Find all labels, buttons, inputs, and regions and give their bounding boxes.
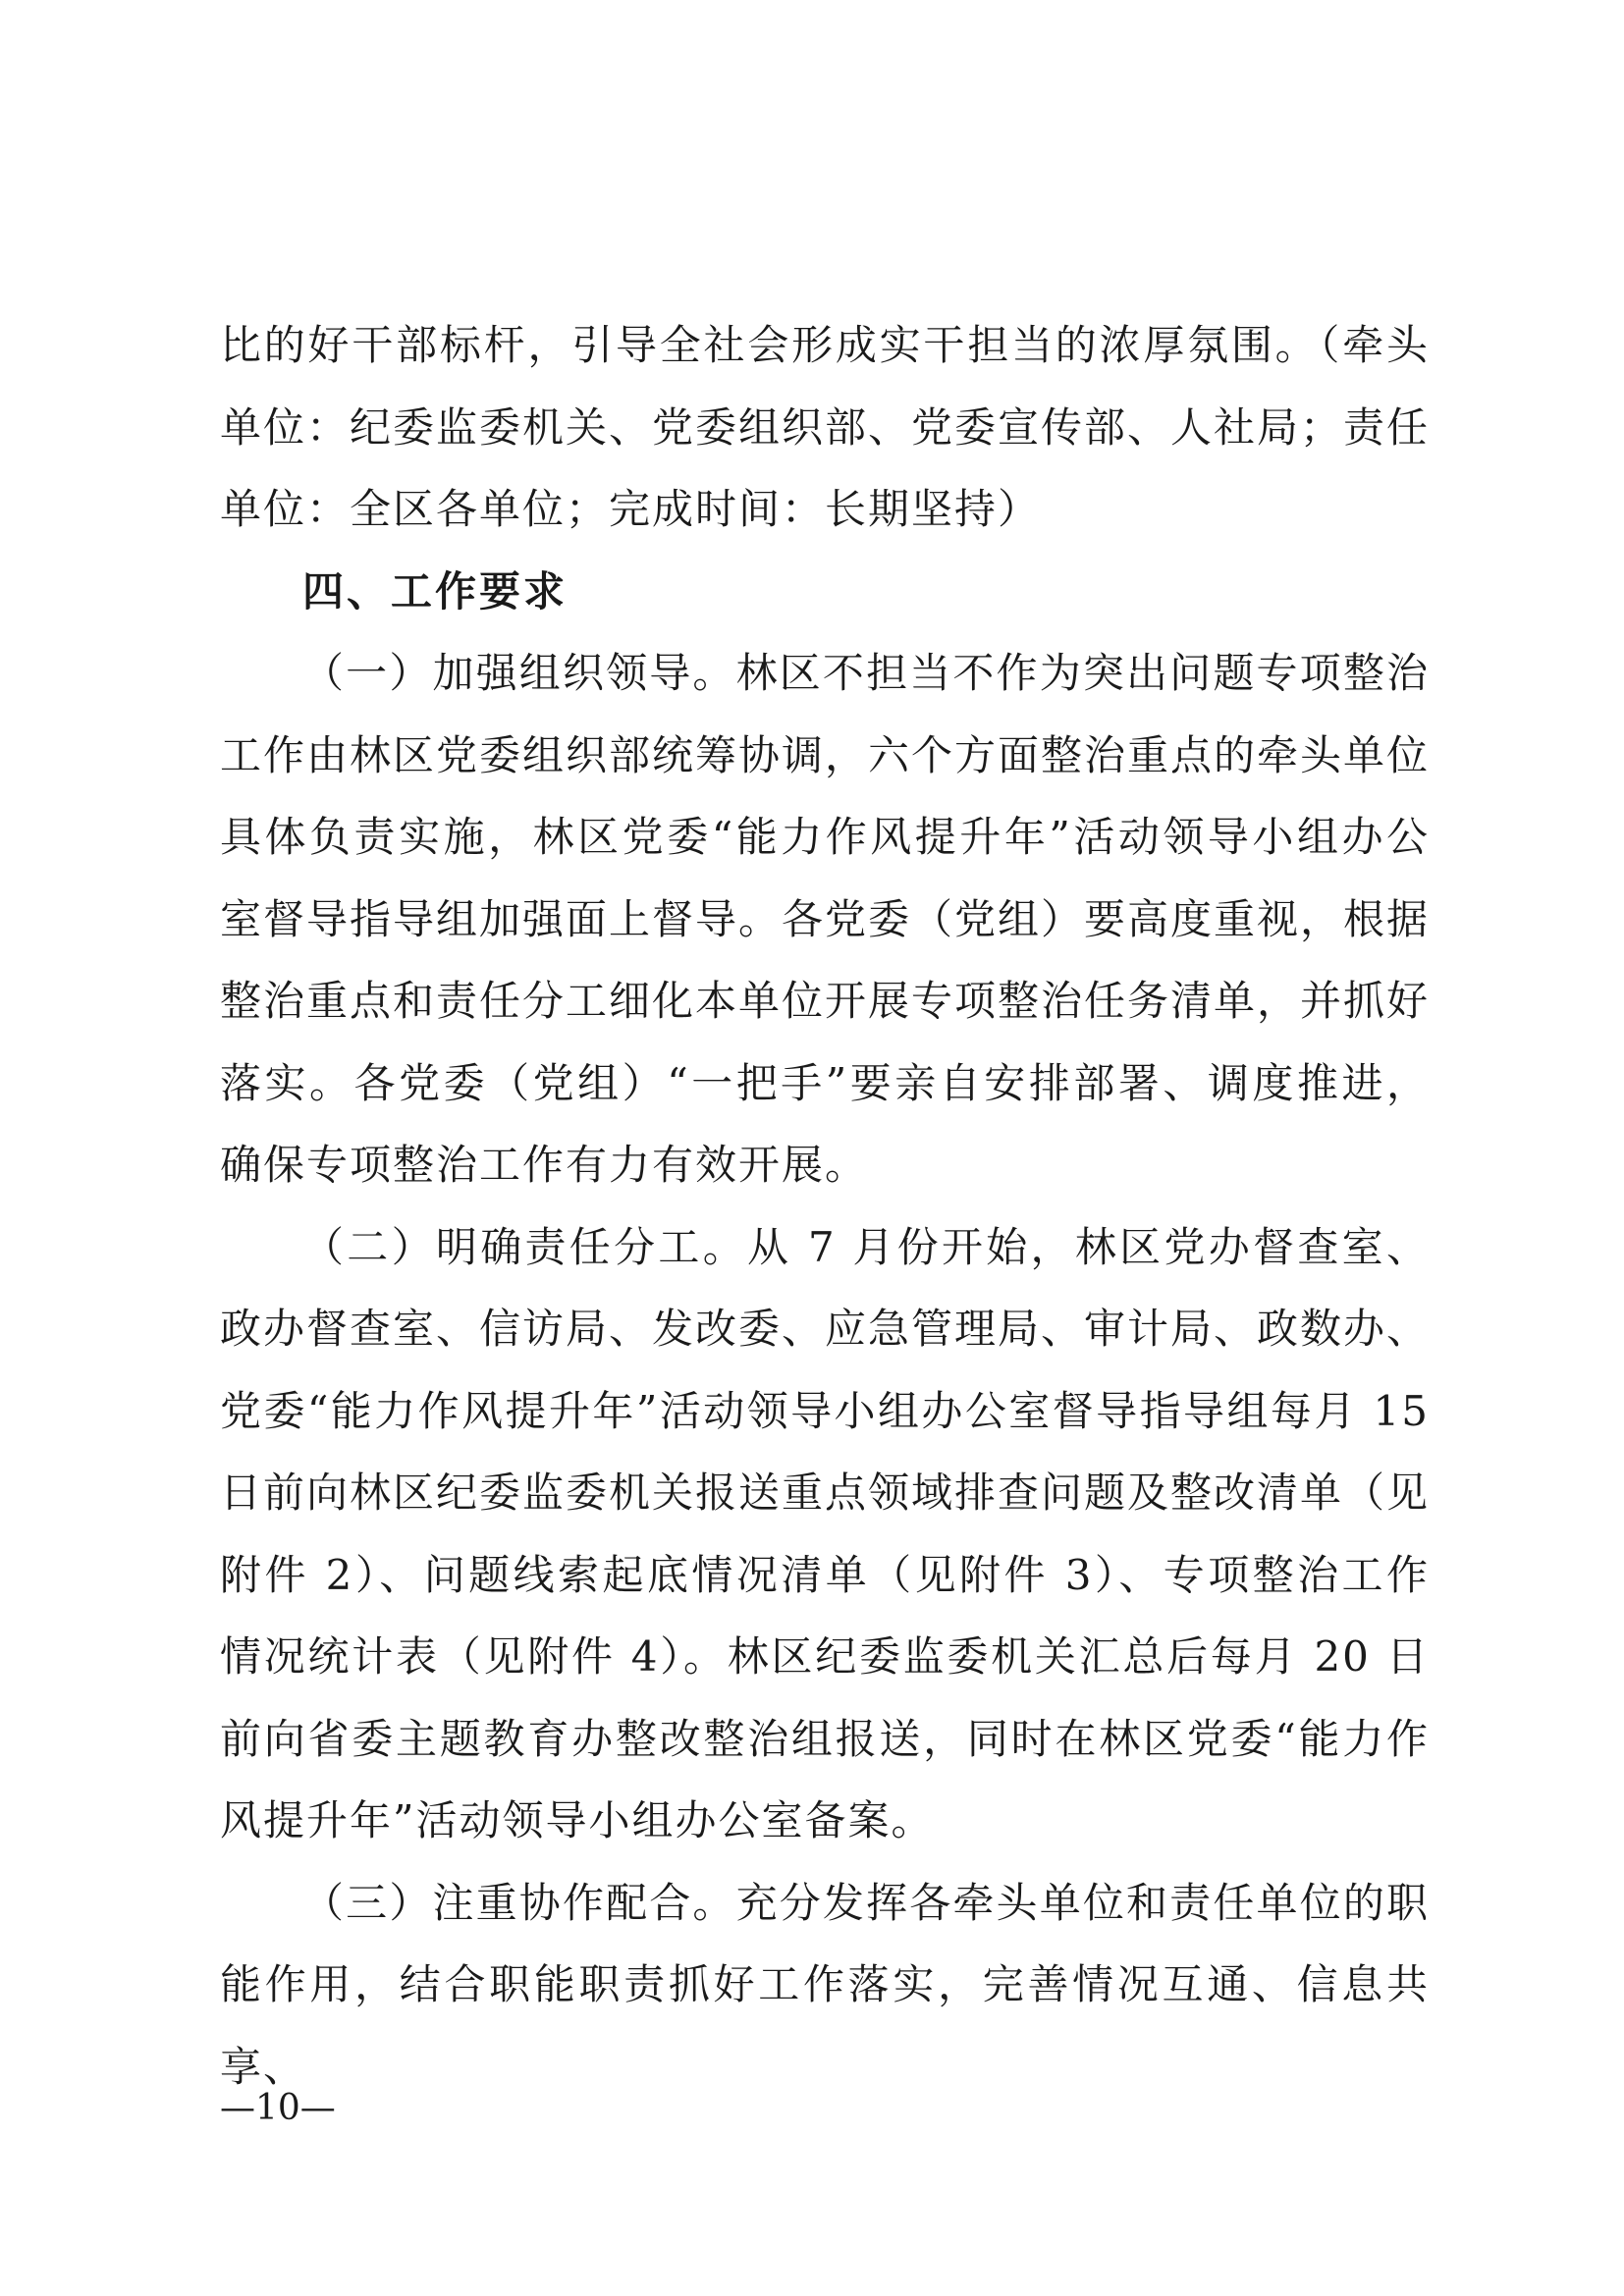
document-body [220,304,1430,2108]
paragraph-3 [220,1862,1430,2109]
paragraph-2 [220,1206,1430,1862]
paragraph-2-text: 明确责任分工。从 7 月份开始，林区党办督查室、政办督查室、信访局、发改委、应急管理局、审计局、政数办、党委“能力作风提升年”活动领导小组办公室督导指导组每月 15 日前向林区纪委监委机关报送重点领域排查问题及整改清单（见附件 2）、问题线索起底情况清单（见附件 3）、专项整治工作情况统计表（见附件 4）。林区纪委监委机关汇总后每月 20 日前向省委主题教育办整改整治组报送，同时在林区党委“能力作风提升年”活动领导小组办公室备案。 [220,1222,1431,1844]
page-number: —10— [220,2088,336,2128]
continuation-paragraph: 比的好干部标杆，引导全社会形成实干担当的浓厚氛围。（牵头单位：纪委监委机关、党委组织部、党委宣传部、人社局；责任单位：全区各单位；完成时间：长期坚持） [220,321,1431,533]
section-heading: 四、工作要求 [302,566,568,615]
paragraph-1 [220,632,1430,1206]
paragraph-1-label: （一） [302,649,433,697]
paragraph-3-text: 注重协作配合。充分发挥各牵头单位和责任单位的职能作用，结合职能职责抓好工作落实，完善情况互通、信息共享、 [220,1878,1430,2091]
paragraph-2-label: （二） [302,1222,436,1271]
paragraph-3-label: （三） [302,1878,433,1927]
paragraph-1-text: 加强组织领导。林区不担当不作为突出问题专项整治工作由林区党委组织部统筹协调，六个方面整治重点的牵头单位具体负责实施，林区党委“能力作风提升年”活动领导小组办公室督导指导组加强面上督导。各党委（党组）要高度重视，根据整治重点和责任分工细化本单位开展专项整治任务清单，并抓好落实。各党委（党组）“一把手”要亲自安排部署、调度推进，确保专项整治工作有力有效开展。 [220,649,1431,1189]
